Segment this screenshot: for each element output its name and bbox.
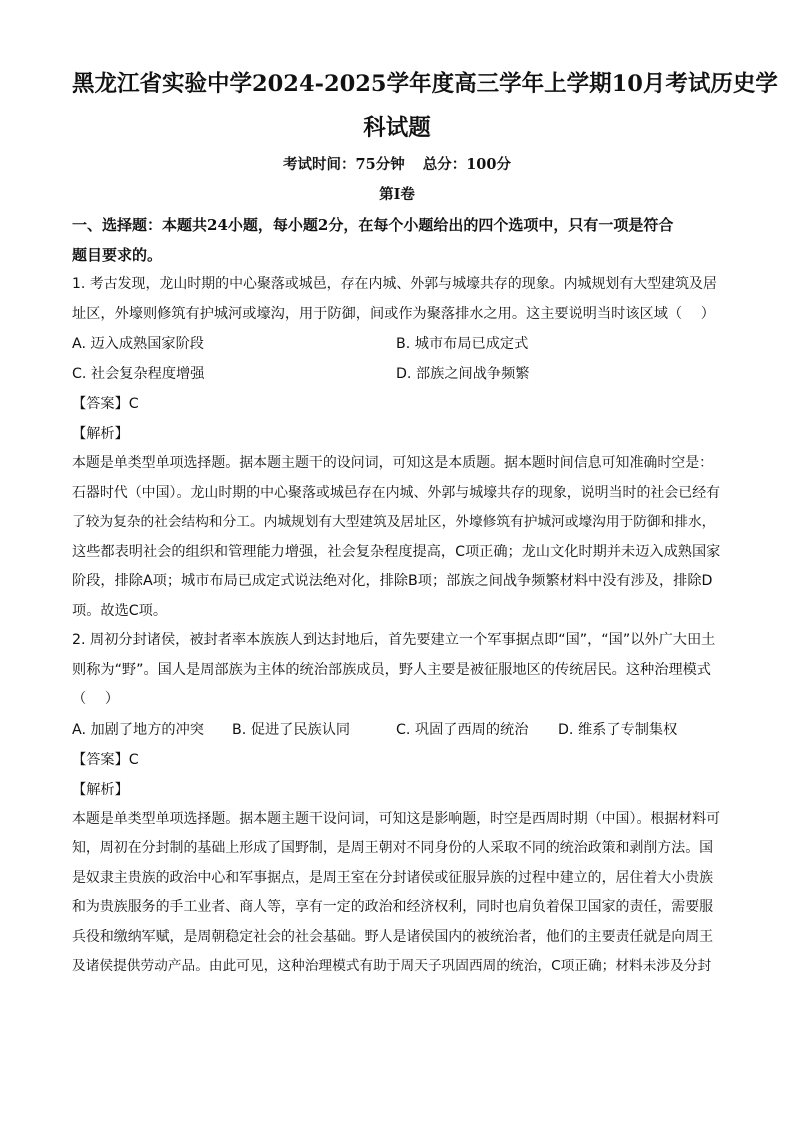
answer-label: 【答案】C	[72, 751, 139, 768]
option-d: D. 维系了专制集权	[558, 721, 678, 738]
analysis-label: 【解析】	[72, 781, 129, 798]
options-row	[72, 715, 722, 745]
question-stem-line: 则称为“野”。国人是周部族为主体的统治部族成员，野人主要是被征服地区的传统居民。这种治理模式	[72, 661, 711, 678]
option-c: C. 巩固了西周的统治	[396, 721, 529, 738]
question-stem-line: （ ）	[72, 691, 120, 707]
question-stem-line: 1. 考古发现，龙山时期的中心聚落或城邑，存在内城、外郭与城壕共存的现象。内城规划有大型建筑及居	[72, 276, 717, 292]
answer-label: 【答案】C	[72, 396, 139, 412]
question-1	[72, 270, 722, 626]
analysis-line: 阶段，排除A项；城市布局已成定式说法绝对化，排除B项；部族之间战争频繁材料中没有涉及，排除D	[72, 573, 713, 589]
option-c: C. 社会复杂程度增强	[72, 366, 205, 382]
option-a: A. 迈入成熟国家阶段	[72, 336, 204, 352]
analysis-line: 石器时代（中国）。龙山时期的中心聚落或城邑存在内城、外郭与城壕共存的现象，说明当时的社会已经有	[72, 484, 721, 501]
analysis-line: 本题是单类型单项选择题。据本题主题干设问词，可知这是影响题，时空是西周时期（中国）。根据材料可	[72, 810, 721, 827]
analysis-line: 兵役和缴纳军赋，是周朝稳定社会的社会基础。野人是诸侯国内的被统治者，他们的主要责任就是向周王	[72, 928, 714, 945]
option-b: B. 城市布局已成定式	[396, 336, 529, 352]
exam-meta	[72, 150, 722, 180]
analysis-line: 项。故选C项。	[72, 602, 168, 619]
section-heading-line-1: 一、选择题：本题共24小题，每小题2分，在每个小题给出的四个选项中，只有一项是符合	[72, 216, 674, 234]
section-heading-line-2: 题目要求的。	[72, 246, 163, 264]
analysis-line: 这些都表明社会的组织和管理能力增强，社会复杂程度提高，C项正确；龙山文化时期并未迈入成熟国家	[72, 543, 721, 560]
analysis-line: 是奴隶主贵族的政治中心和军事据点，是周王室在分封诸侯或征服异族的过程中建立的，居住着大小贵族	[72, 869, 714, 886]
section-heading	[72, 210, 722, 270]
exam-time: 考试时间：75分钟	[283, 156, 405, 173]
options-row	[72, 359, 722, 389]
title-line-2: 科试题	[363, 115, 431, 141]
analysis-label: 【解析】	[72, 426, 129, 442]
analysis-line: 知，周初在分封制的基础上形成了国野制，是周王朝对不同身份的人采取不同的统治政策和剥削方法。国	[72, 840, 714, 856]
total-score: 总分：100分	[422, 156, 511, 173]
question-2	[72, 626, 722, 982]
analysis-line: 本题是单类型单项选择题。据本题主题干的设问词，可知这是本质题。据本题时间信息可知准确时空是：	[72, 455, 714, 471]
title-line-1: 黑龙江省实验中学2024-2025学年度高三学年上学期10月考试历史学	[72, 71, 778, 97]
option-d: D. 部族之间战争频繁	[396, 366, 530, 382]
option-a: A. 加剧了地方的冲突	[72, 721, 204, 738]
options-row	[72, 329, 722, 359]
question-stem-line: 2. 周初分封诸侯，被封者率本族族人到达封地后，首先要建立一个军事据点即“国”，“国”以外广大田土	[72, 632, 716, 648]
question-stem-line: 址区，外壕则修筑有护城河或壕沟，用于防御，间或作为聚落排水之用。这主要说明当时该区域（ ）	[72, 305, 715, 322]
exam-title	[72, 62, 778, 150]
analysis-line: 及诸侯提供劳动产品。由此可见，这种治理模式有助于周天子巩固西周的统治，C项正确；材料未涉及分封	[72, 958, 712, 974]
analysis-line: 了较为复杂的社会结构和分工。内城规划有大型建筑及居址区，外壕修筑有护城河或壕沟用于防御和排水，	[72, 514, 716, 530]
option-b: B. 促进了民族认同	[232, 721, 351, 738]
volume-label: 第Ⅰ卷	[379, 186, 415, 203]
analysis-line: 和为贵族服务的手工业者、商人等，享有一定的政治和经济权利，同时也肩负着保卫国家的责任，需要服	[72, 899, 714, 915]
